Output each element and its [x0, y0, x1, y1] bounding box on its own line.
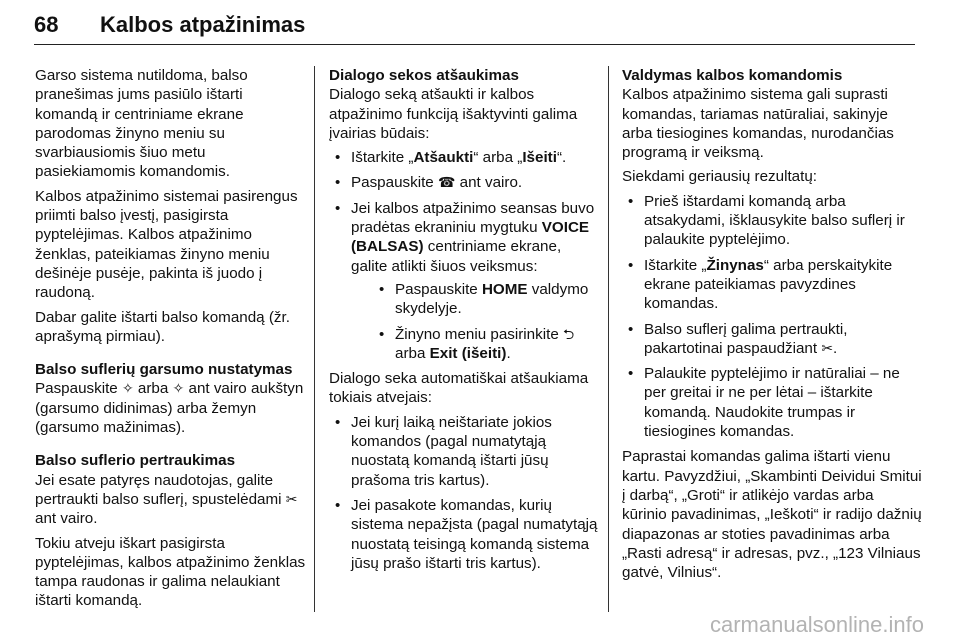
- section-heading: Valdymas kalbos komandomis: [622, 67, 843, 84]
- text: HOME: [481, 280, 528, 298]
- text: Paspauskite: [351, 174, 438, 192]
- back-arrow-icon: ⮌: [562, 325, 575, 342]
- text: Paspauskite: [35, 380, 122, 398]
- paragraph: Kalbos atpažinimo sistemai pasirengus priimti balso įvestį, pasigirsta pyptelėjimas. Kalbos atpažinimo ženklas, pateikiamas žinyno meniu dešinėje pusėje, pakinta iš juodo į raudoną.: [35, 187, 298, 302]
- list-item: • Palaukite pyptelėjimo ir natūraliai – ne per greitai ir ne per lėtai – ištarkite komandą. Naudokite trumpas ir tiesiogines komandas.: [622, 364, 922, 441]
- paragraph: Tokiu atveju iškart pasigirsta pyptelėjimas, kalbos atpažinimo ženklas tampa raudonas ir galima nelaukiant ištarti komandą.: [35, 534, 306, 610]
- watermark: carmanualsonline.info: [709, 612, 924, 637]
- paragraph: [35, 379, 307, 437]
- section-heading: Balso suflerių garsumo nustatymas: [35, 361, 293, 379]
- bullet-list: [329, 148, 601, 363]
- text: arba: [133, 380, 173, 398]
- page-number: 68: [34, 12, 59, 37]
- column-divider: [314, 66, 315, 612]
- speaker-down-icon: ✧: [172, 380, 185, 397]
- bullet-list: [329, 413, 601, 573]
- paragraph: [35, 471, 307, 529]
- list-item: [373, 325, 601, 364]
- text: ant vairo.: [35, 510, 98, 528]
- chapter-title: Kalbos atpažinimas: [100, 12, 306, 37]
- text: Exit (išeiti): [429, 344, 507, 362]
- list-item: [329, 199, 601, 363]
- column-3: [622, 66, 922, 587]
- text: Jei kalbos atpažinimo seansas buvo pradėtas ekraniniu mygtuku: [351, 199, 595, 237]
- list-item: [622, 256, 922, 314]
- hang-up-icon: ☎: [437, 174, 456, 191]
- text: Balso suflerį galima pertraukti, pakartotinai paspaudžiant: [644, 320, 848, 357]
- text: ant vairo.: [455, 174, 523, 192]
- text: ant vairo aukštyn (garsumo didinimas) arba žemyn (garsumo mažinimas).: [35, 380, 304, 437]
- text: VOICE (BALSAS): [351, 219, 590, 256]
- column-divider: [608, 66, 609, 612]
- text: centriniame ekrane, galite atlikti šiuos veiksmus:: [351, 238, 562, 275]
- list-item: [622, 320, 922, 359]
- text: Išeiti: [522, 149, 557, 167]
- list-item: [373, 280, 601, 319]
- list-item: [329, 148, 601, 167]
- section-heading: Dialogo sekos atšaukimas: [329, 67, 519, 84]
- paragraph: Siekdami geriausių rezultatų:: [622, 168, 818, 186]
- speaker-up-icon: ✧: [121, 380, 134, 397]
- text: .: [506, 344, 511, 362]
- paragraph: Dialogo seką atšaukti ir kalbos atpažinimo funkciją išaktyvinti galima įvairias būdais:: [329, 86, 578, 142]
- voice-icon: ✂: [285, 490, 298, 507]
- text: “ arba perskaitykite ekrane pateikiamas pavyzdines komandas.: [644, 256, 893, 313]
- column-1: [35, 66, 307, 616]
- list-item: • Prieš ištardami komandą arba atsakydami, išklausykite balso suflerį ir palaukite pyptelėjimo.: [622, 192, 922, 250]
- list-item: • Jei kurį laiką neištariate jokios komandos (pagal numatytąją nuostatą komandą ištarti jūsų prašoma tris kartus).: [329, 413, 601, 490]
- paragraph: Garso sistema nutildoma, balso pranešimas jums pasiūlo ištarti komandą ir centriniame ekrane parodomas žinyno meniu su svarbiausiomis šiuo metu pasiekiamomis komandomis.: [35, 67, 248, 181]
- text: valdymo skydelyje.: [395, 280, 589, 318]
- text: Žinyno meniu pasirinkite: [395, 325, 563, 343]
- bullet-list: [622, 192, 922, 442]
- voice-icon: ✂: [821, 339, 834, 356]
- paragraph: Paprastai komandas galima ištarti vienu kartu. Pavyzdžiui, „Skambinti Deividui Smitui į darbą“, „Groti“ ir atlikėjo vardas arba kūrinio pavadinimas, „Ieškoti“ ir radijo dažnių diapazonas ar stoties pavadinimas arba „Rasti adresą“ ir adresas, pvz., „123 Vilniaus gatvė, Vilnius“.: [622, 448, 922, 582]
- paragraph: Kalbos atpažinimo sistema gali suprasti komandas, tariamas natūraliai, sakinyje arba tiesiogines komandas, nurodančias programą ir veiksmą.: [622, 86, 894, 162]
- paragraph: Dabar galite ištarti balso komandą (žr. aprašymą pirmiau).: [35, 308, 290, 345]
- paragraph: Dialogo seka automatiškai atšaukiama tokiais atvejais:: [329, 370, 589, 407]
- page-header: [34, 6, 915, 45]
- text: Atšaukti: [413, 149, 474, 167]
- text: .: [833, 339, 838, 357]
- text: Žinynas: [706, 256, 764, 274]
- text: Jei esate patyręs naudotojas, galite pertraukti balso suflerį, spustelėdami: [35, 471, 286, 508]
- text: “ arba „: [473, 149, 523, 167]
- text: arba: [395, 344, 430, 362]
- column-2: [329, 66, 601, 579]
- bullet-sublist: [351, 280, 601, 363]
- section-heading: Balso suflerio pertraukimas: [35, 452, 236, 470]
- text: Ištarkite „: [644, 256, 707, 274]
- text: Paspauskite: [395, 280, 482, 298]
- text: Ištarkite „: [351, 149, 414, 167]
- text: “.: [556, 149, 567, 167]
- list-item: • Jei pasakote komandas, kurių sistema nepažįsta (pagal numatytąją nuostatą teisingą komandą sistema jūsų prašo ištarti tris kartus).: [329, 496, 601, 573]
- list-item: [329, 173, 601, 192]
